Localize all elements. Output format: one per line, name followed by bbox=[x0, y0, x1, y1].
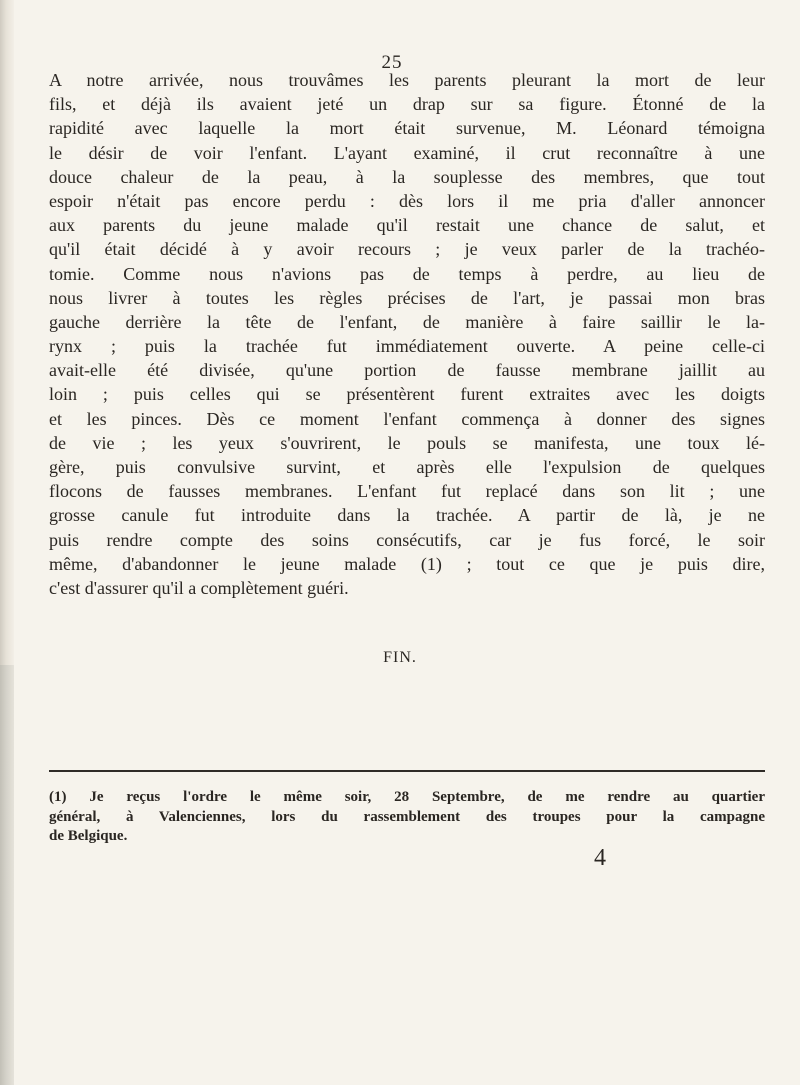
page-edge-shadow bbox=[0, 665, 14, 1085]
page-number: 25 bbox=[381, 52, 403, 73]
text-line: qu'il était décidé à y avoir recours ; je veux parler de la trachéo- bbox=[49, 239, 765, 260]
text-line: et les pinces. Dès ce moment l'enfant commença à donner des signes bbox=[49, 408, 765, 429]
text-line: A notre arrivée, nous trouvâmes les parents pleurant la mort de leur bbox=[49, 70, 765, 90]
text-line: flocons de fausses membranes. L'enfant fut replacé dans son lit ; une bbox=[49, 481, 765, 502]
text-line: nous livrer à toutes les règles précises de l'art, je passai mon bras bbox=[49, 287, 765, 308]
text-line: gauche derrière la tête de l'enfant, de manière à faire saillir le la- bbox=[49, 311, 765, 332]
text-line: tomie. Comme nous n'avions pas de temps à perdre, au lieu de bbox=[49, 263, 765, 284]
body-paragraph bbox=[49, 68, 765, 600]
footnote-divider bbox=[49, 770, 765, 772]
text-line: de vie ; les yeux s'ouvrirent, le pouls se manifesta, une toux lé- bbox=[49, 432, 765, 453]
text-line: grosse canule fut introduite dans la trachée. A partir de là, je ne bbox=[49, 505, 765, 526]
fin-label: FIN. bbox=[383, 649, 417, 666]
text-line: douce chaleur de la peau, à la souplesse des membres, que tout bbox=[49, 166, 765, 187]
text-line: le désir de voir l'enfant. L'ayant examiné, il crut reconnaître à une bbox=[49, 142, 765, 163]
text-line: rynx ; puis la trachée fut immédiatement ouverte. A peine celle-ci bbox=[49, 336, 765, 357]
footnote-line: général, à Valenciennes, lors du rassemblement des troupes pour la campagne bbox=[49, 808, 765, 825]
text-line: gère, puis convulsive survint, et après elle l'expulsion de quelques bbox=[49, 457, 765, 477]
footnote bbox=[49, 788, 765, 847]
text-line: fils, et déjà ils avaient jeté un drap sur sa figure. Étonné de la bbox=[49, 94, 765, 115]
text-line: rapidité avec laquelle la mort était survenue, M. Léonard témoigna bbox=[49, 118, 765, 139]
text-line: espoir n'était pas encore perdu : dès lors il me pria d'aller annoncer bbox=[49, 190, 765, 211]
text-line: aux parents du jeune malade qu'il restait une chance de salut, et bbox=[49, 215, 765, 236]
text-line: loin ; puis celles qui se présentèrent furent extraites avec les doigts bbox=[49, 384, 765, 405]
text-line: puis rendre compte des soins consécutifs, car je fus forcé, le soir bbox=[49, 529, 765, 550]
text-line: c'est d'assurer qu'il a complètement guéri. bbox=[49, 577, 349, 598]
footnote-line: (1) Je reçus l'ordre le même soir, 28 Septembre, de me rendre au quartier bbox=[49, 789, 765, 805]
footnote-line: de Belgique. bbox=[49, 828, 128, 844]
signature-mark: 4 bbox=[594, 845, 606, 871]
text-line: avait-elle été divisée, qu'une portion de fausse membrane jaillit au bbox=[49, 360, 765, 381]
text-line: même, d'abandonner le jeune malade (1) ; tout ce que je puis dire, bbox=[49, 553, 765, 574]
